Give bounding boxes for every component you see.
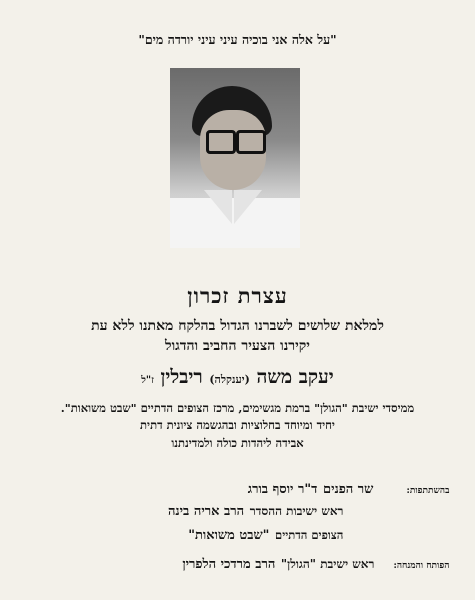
bio-line-2: יחיד ומיוחד בחלוציות ובהגשמה ציונית דתית [140,418,335,432]
bio-line-1: ממיסדי ישיבת "הגולן" ברמת מגשימים, מרכז הצופים הדתיים "שבט משואות". [60,401,415,415]
participant-row [0,524,475,543]
bio-line-3: אבידה ליהדות כולה ולמדינתנו [171,436,304,450]
deceased-name [0,366,475,389]
lead-label: הפותח והמנחה: [393,561,450,571]
participant-row [0,478,475,497]
photo-glasses-right [236,130,266,154]
intro-line-1: למלאת שלושים לשברנו הגדול בהלקח מאתנו ללא עת [91,318,384,334]
photo-collar-right [234,190,262,224]
page-title: עצרת זכרון [187,283,288,308]
lead-role: ראש ישיבת "הגולן" [280,557,375,571]
photo-collar-left [204,190,232,224]
participant-name: הרב אריה בינה [167,504,245,519]
first-name: יעקב משה [256,366,334,388]
intro-line-2: יקירנו הצעיר החביב והדגול [165,338,310,354]
lead-name: הרב מרדכי הלפרין [182,557,276,572]
participant-role: ראש ישיבות ההסדר [249,504,344,518]
participant-role: שר הפנים [322,482,374,497]
name-suffix: ז"ל [141,375,154,386]
participant-name: "שבט משואות" [188,528,270,543]
participant-row [0,500,475,519]
last-name: ריבלין [160,366,203,388]
photo-glasses-left [206,130,236,154]
participant-name: ד"ר יוסף בורג [247,482,318,497]
participation-label: בהשתתפות: [406,486,450,496]
nickname: (יענקלה) [209,373,250,386]
participant-role: הצופים הדתיים [275,528,344,542]
verse-quote: "על אלה אני בוכיה עיני עיני יורדה מים" [138,32,337,47]
portrait-photo [170,68,300,248]
lead-row [0,553,475,572]
